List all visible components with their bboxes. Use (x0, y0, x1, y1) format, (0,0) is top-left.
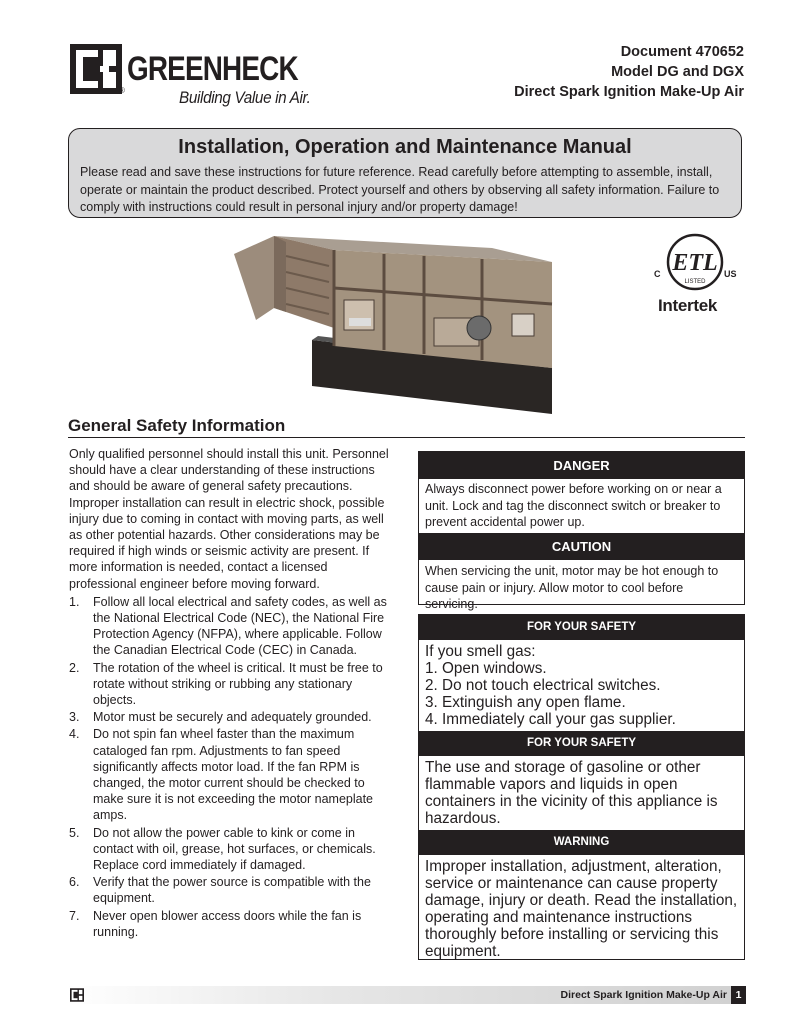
step-number: 2. (425, 677, 438, 694)
list-item (69, 874, 394, 906)
storage-text: The use and storage of gasoline or other flammable vapors and liquids in open containers in the vicinity of this appliance is hazardous. (425, 759, 718, 827)
list-item (69, 709, 394, 725)
for-your-safety-heading: FOR YOUR SAFETY (419, 615, 744, 640)
item-number: 2. (69, 660, 80, 675)
brand-tagline: Building Value in Air. (179, 88, 311, 107)
etl-text: ETL (672, 250, 718, 276)
section-divider (68, 437, 745, 438)
caution-text: When servicing the unit, motor may be hot enough to cause pain or injury. Allow motor to cool before servicing. (425, 564, 719, 611)
document-info (514, 42, 744, 102)
gas-intro: If you smell gas: (425, 643, 536, 660)
intro-text: Please read and save these instructions for future reference. Read carefully before attempting to assemble, install, operate or maintain the product described. Protect yourself and others by observing all safety information. Failure to comply with instructions could result in personal injury and/or property damage! (80, 165, 720, 214)
list-item (69, 908, 394, 940)
manual-title: Installation, Operation and Maintenance Manual (178, 136, 632, 158)
list-item (425, 694, 738, 711)
step-number: 1. (425, 660, 438, 677)
item-text: Motor must be securely and adequately grounded. (93, 710, 372, 725)
listing-us: US (724, 269, 737, 279)
intertek-logo: Intertek (658, 296, 718, 315)
page-number: 1 (731, 986, 746, 1004)
item-number: 4. (69, 727, 80, 742)
footer-title: Direct Spark Ignition Make-Up Air (560, 989, 727, 1001)
caution-heading: CAUTION (419, 533, 744, 560)
warning-text: Improper installation, adjustment, alteration, service or maintenance can cause property damage, injury or death. Read the installation, operating and maintenance instructions thoroughly before installing or servicing this equipment. (425, 858, 738, 960)
listed-text: LISTED (684, 279, 706, 285)
list-item (425, 677, 738, 694)
brand-name: GREENHECK (127, 50, 298, 88)
product-name: Direct Spark Ignition Make-Up Air (514, 84, 744, 100)
list-item (425, 660, 738, 677)
item-number: 3. (69, 710, 80, 725)
list-item (425, 711, 738, 728)
item-text: The rotation of the wheel is critical. It must be free to rotate without striking or rubbing any stationary objects. (93, 660, 383, 708)
intro-box (68, 128, 742, 218)
make-up-air-unit-image (234, 228, 564, 414)
step-text: Extinguish any open flame. (442, 694, 626, 711)
item-text: Follow all local electrical and safety codes, as well as the National Electrical Code (NEC), the National Fire Protection Agency (NFPA), where applicable. Follow the Canadian Electrical Code (CEC) in Canada. (93, 594, 387, 658)
item-text: Do not spin fan wheel faster than the maximum cataloged fan rpm. Adjustments to fan speed significantly affects motor load. If the fan RPM is changed, the motor current should be checked to make sure it is not exceeding the motor nameplate amps. (93, 727, 374, 823)
for-your-safety-heading: FOR YOUR SAFETY (419, 731, 744, 756)
step-text: Do not touch electrical switches. (442, 677, 661, 694)
safety-paragraph: Only qualified personnel should install this unit. Personnel should have a clear understanding of these instructions and should be aware of general safety precautions. Improper installation can result in electric shock, possible injury due to coming in contact with moving parts, as well as other potential hazards. Other considerations may be required if high winds or seismic activity are present. If more information is needed, contact a licensed professional engineer before moving forward. (69, 447, 389, 591)
document-number: Document 470652 (620, 44, 744, 60)
step-text: Open windows. (442, 660, 547, 677)
step-text: Immediately call your gas supplier. (442, 711, 676, 728)
safety-column (69, 446, 394, 940)
list-item (69, 594, 394, 659)
item-number: 6. (69, 875, 80, 890)
list-item (69, 825, 394, 874)
item-number: 5. (69, 825, 80, 840)
item-text: Never open blower access doors while the fan is running. (93, 908, 362, 939)
listing-c: C (654, 269, 661, 279)
gas-instructions (419, 640, 744, 731)
gas-steps (425, 660, 738, 728)
registered-mark: ® (119, 86, 125, 95)
model-name: Model DG and DGX (611, 64, 744, 80)
greenheck-logo-icon (70, 44, 122, 94)
item-number: 1. (69, 594, 80, 609)
section-title: General Safety Information (68, 416, 286, 435)
step-number: 3. (425, 694, 438, 711)
list-item (69, 726, 394, 823)
safety-list (69, 594, 394, 940)
greenheck-small-logo-icon (70, 988, 84, 1002)
item-number: 7. (69, 908, 80, 923)
item-text: Verify that the power source is compatible with the equipment. (93, 875, 371, 906)
item-text: Do not allow the power cable to kink or come in contact with oil, grease, hot surfaces, or chemicals. Replace cord immediately if damaged. (93, 825, 376, 873)
danger-caution-box (418, 451, 745, 611)
step-number: 4. (425, 711, 438, 728)
list-item (69, 660, 394, 709)
danger-text: Always disconnect power before working on or near a unit. Lock and tag the disconnect switch or breaker to prevent accidental power up. (425, 482, 722, 529)
warning-heading: WARNING (419, 830, 744, 855)
gas-safety-box (418, 614, 745, 960)
danger-heading: DANGER (419, 452, 744, 479)
